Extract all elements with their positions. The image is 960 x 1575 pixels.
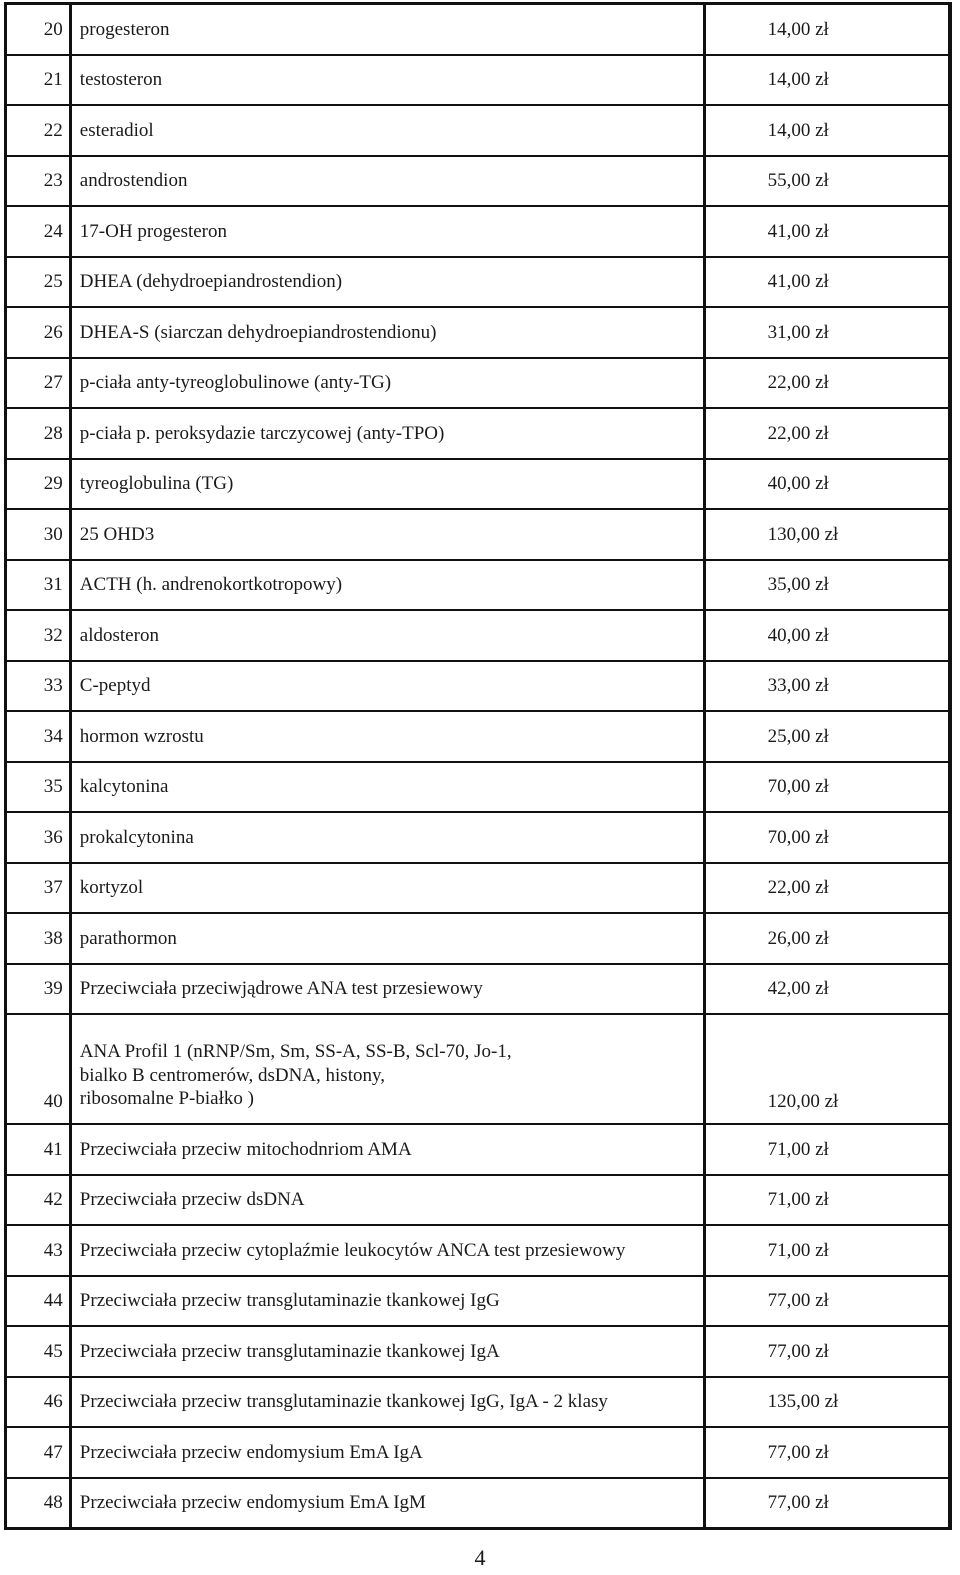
test-price: 70,00 zł: [706, 813, 948, 864]
test-price: 40,00 zł: [706, 460, 948, 511]
table-row: [7, 359, 948, 410]
test-price: 70,00 zł: [706, 763, 948, 814]
test-price: 71,00 zł: [706, 1125, 948, 1176]
test-price: 71,00 zł: [706, 1226, 948, 1277]
test-price: 14,00 zł: [706, 5, 948, 56]
test-name: DHEA (dehydroepiandrostendion): [72, 258, 706, 309]
page-number: 4: [474, 1545, 486, 1570]
test-price: 135,00 zł: [706, 1378, 948, 1429]
test-price: 22,00 zł: [706, 409, 948, 460]
row-number: 21: [7, 56, 72, 107]
test-name: tyreoglobulina (TG): [72, 460, 706, 511]
test-name: prokalcytonina: [72, 813, 706, 864]
table-row: [7, 1015, 948, 1125]
row-number: 30: [7, 510, 72, 561]
test-name: kalcytonina: [72, 763, 706, 814]
row-number: 47: [7, 1428, 72, 1479]
table-row: [7, 258, 948, 309]
table-row: [7, 1125, 948, 1176]
test-name: DHEA-S (siarczan dehydroepiandrostendionu): [72, 308, 706, 359]
table-row: [7, 763, 948, 814]
row-number: 42: [7, 1176, 72, 1227]
test-name: Przeciwciała przeciw dsDNA: [72, 1176, 706, 1227]
test-price: 77,00 zł: [706, 1327, 948, 1378]
table-row: [7, 1176, 948, 1227]
table-row: [7, 1226, 948, 1277]
test-name: [72, 1015, 706, 1125]
row-number: 20: [7, 5, 72, 56]
row-number: 44: [7, 1277, 72, 1328]
test-name: p-ciała p. peroksydazie tarczycowej (anty-TPO): [72, 409, 706, 460]
test-price: 25,00 zł: [706, 712, 948, 763]
test-name: Przeciwciała przeciw endomysium EmA IgA: [72, 1428, 706, 1479]
row-number: 43: [7, 1226, 72, 1277]
row-number: 40: [7, 1015, 72, 1125]
row-number: 32: [7, 611, 72, 662]
table-row: [7, 460, 948, 511]
test-price: 26,00 zł: [706, 914, 948, 965]
test-name: aldosteron: [72, 611, 706, 662]
test-name: 17-OH progesteron: [72, 207, 706, 258]
test-name: hormon wzrostu: [72, 712, 706, 763]
table-row: [7, 1479, 948, 1528]
test-name: Przeciwciała przeciw mitochodnriom AMA: [72, 1125, 706, 1176]
row-number: 34: [7, 712, 72, 763]
row-number: 25: [7, 258, 72, 309]
test-price: 31,00 zł: [706, 308, 948, 359]
test-price: 14,00 zł: [706, 106, 948, 157]
row-number: 26: [7, 308, 72, 359]
test-name: ACTH (h. andrenokortkotropowy): [72, 561, 706, 612]
test-name: Przeciwciała przeciwjądrowe ANA test przesiewowy: [72, 965, 706, 1016]
row-number: 38: [7, 914, 72, 965]
table-row: [7, 712, 948, 763]
table-row: [7, 207, 948, 258]
row-number: 31: [7, 561, 72, 612]
table-row: [7, 5, 948, 56]
row-number: 29: [7, 460, 72, 511]
test-name: Przeciwciała przeciw cytoplaźmie leukocytów ANCA test przesiewowy: [72, 1226, 706, 1277]
row-number: 36: [7, 813, 72, 864]
test-price: 41,00 zł: [706, 258, 948, 309]
table-row: [7, 1378, 948, 1429]
row-number: 45: [7, 1327, 72, 1378]
row-number: 27: [7, 359, 72, 410]
table-row: [7, 1277, 948, 1328]
test-price: 55,00 zł: [706, 157, 948, 208]
table-row: [7, 965, 948, 1016]
test-price: 77,00 zł: [706, 1428, 948, 1479]
row-number: 41: [7, 1125, 72, 1176]
test-name-line: ribosomalne P-białko ): [79, 1088, 254, 1110]
table-row: [7, 914, 948, 965]
table-row: [7, 611, 948, 662]
test-name: kortyzol: [72, 864, 706, 915]
price-list-table: [4, 2, 952, 1530]
test-name: testosteron: [72, 56, 706, 107]
table-row: [7, 561, 948, 612]
test-price: 22,00 zł: [706, 359, 948, 410]
test-price: 71,00 zł: [706, 1176, 948, 1227]
test-name-line: ANA Profil 1 (nRNP/Sm, Sm, SS-A, SS-B, Scl-70, Jo-1,: [79, 1041, 512, 1063]
row-number: 37: [7, 864, 72, 915]
table-row: [7, 510, 948, 561]
test-name: progesteron: [72, 5, 706, 56]
test-name: p-ciała anty-tyreoglobulinowe (anty-TG): [72, 359, 706, 410]
test-price: 42,00 zł: [706, 965, 948, 1016]
test-price: 41,00 zł: [706, 207, 948, 258]
test-name: Przeciwciała przeciw transglutaminazie tkankowej IgG: [72, 1277, 706, 1328]
table-row: [7, 409, 948, 460]
table-row: [7, 864, 948, 915]
table-row: [7, 813, 948, 864]
test-name: Przeciwciała przeciw transglutaminazie tkankowej IgA: [72, 1327, 706, 1378]
test-name: Przeciwciała przeciw transglutaminazie tkankowej IgG, IgA - 2 klasy: [72, 1378, 706, 1429]
table-row: [7, 662, 948, 713]
row-number: 33: [7, 662, 72, 713]
test-price: 33,00 zł: [706, 662, 948, 713]
table-row: [7, 157, 948, 208]
test-name: parathormon: [72, 914, 706, 965]
test-price: 35,00 zł: [706, 561, 948, 612]
table-row: [7, 56, 948, 107]
test-price: 40,00 zł: [706, 611, 948, 662]
test-price: 130,00 zł: [706, 510, 948, 561]
row-number: 35: [7, 763, 72, 814]
test-price: 22,00 zł: [706, 864, 948, 915]
test-price: 14,00 zł: [706, 56, 948, 107]
test-name: Przeciwciała przeciw endomysium EmA IgM: [72, 1479, 706, 1528]
test-name: androstendion: [72, 157, 706, 208]
test-name: 25 OHD3: [72, 510, 706, 561]
row-number: 48: [7, 1479, 72, 1528]
row-number: 23: [7, 157, 72, 208]
row-number: 39: [7, 965, 72, 1016]
row-number: 46: [7, 1378, 72, 1429]
table-row: [7, 308, 948, 359]
test-name: C-peptyd: [72, 662, 706, 713]
row-number: 24: [7, 207, 72, 258]
table-row: [7, 106, 948, 157]
test-price: 120,00 zł: [706, 1015, 948, 1125]
test-name-line: bialko B centromerów, dsDNA, histony,: [79, 1064, 385, 1086]
table-row: [7, 1428, 948, 1479]
row-number: 22: [7, 106, 72, 157]
test-price: 77,00 zł: [706, 1277, 948, 1328]
test-name: esteradiol: [72, 106, 706, 157]
row-number: 28: [7, 409, 72, 460]
table-row: [7, 1327, 948, 1378]
test-price: 77,00 zł: [767, 1492, 829, 1514]
